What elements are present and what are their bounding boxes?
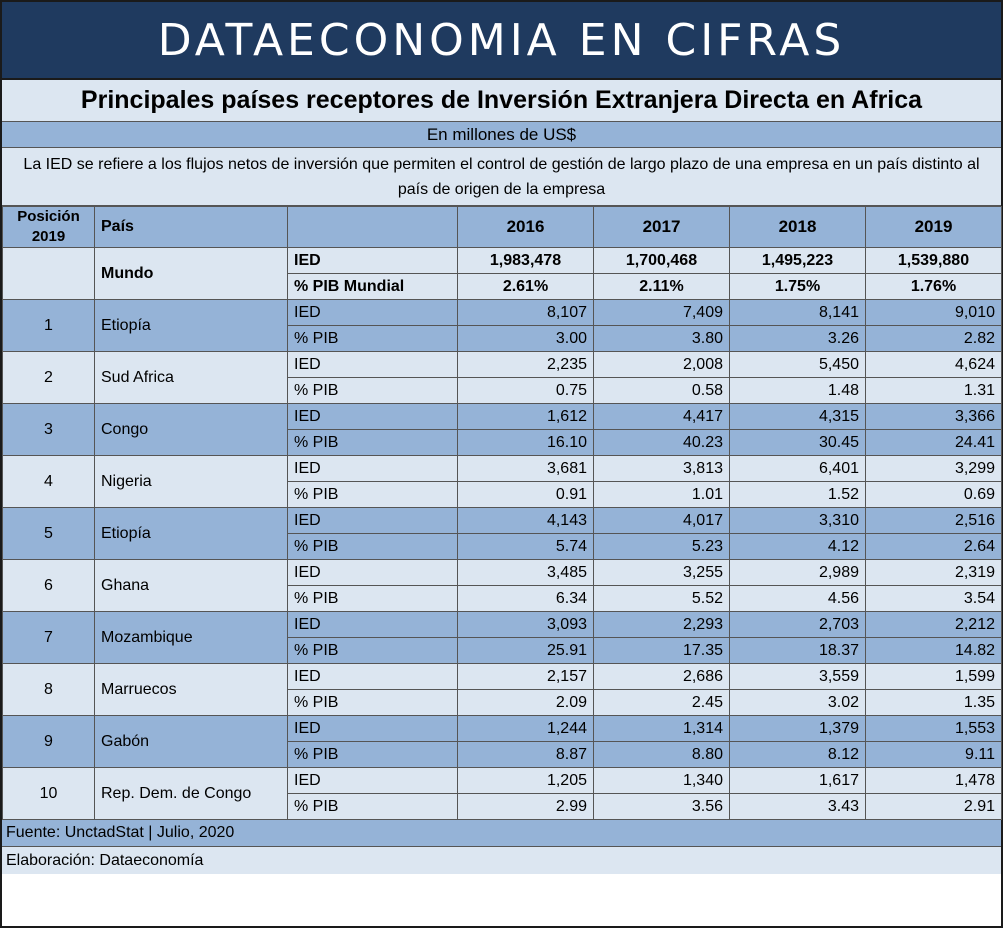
pib-value: 1.52: [730, 482, 866, 508]
pib-value: 2.82: [866, 326, 1002, 352]
metric-label-pib: % PIB: [288, 690, 458, 716]
ied-value: 1,478: [866, 768, 1002, 794]
ied-value: 2,989: [730, 560, 866, 586]
pib-value: 3.54: [866, 586, 1002, 612]
header-row: [3, 207, 1002, 248]
metric-label-pib: % PIB: [288, 742, 458, 768]
pib-value: 0.58: [594, 378, 730, 404]
country-rank: 7: [3, 612, 95, 664]
ied-value: 3,255: [594, 560, 730, 586]
country-name: Mozambique: [95, 612, 288, 664]
metric-label-ied: IED: [288, 456, 458, 482]
header-metric: [288, 207, 458, 248]
ied-value: 2,235: [458, 352, 594, 378]
country-name: Rep. Dem. de Congo: [95, 768, 288, 820]
pib-value: 8.12: [730, 742, 866, 768]
pib-value: 1.31: [866, 378, 1002, 404]
table-title: Principales países receptores de Inversión Extranjera Directa en Africa: [2, 80, 1001, 122]
pib-value: 17.35: [594, 638, 730, 664]
ied-value: 3,310: [730, 508, 866, 534]
world-value: 1.75%: [730, 274, 866, 300]
pib-value: 0.75: [458, 378, 594, 404]
ied-value: 7,409: [594, 300, 730, 326]
ied-value: 4,417: [594, 404, 730, 430]
metric-label-pib: % PIB: [288, 430, 458, 456]
pib-value: 9.11: [866, 742, 1002, 768]
world-metric-label: IED: [288, 248, 458, 274]
source-note: Fuente: UnctadStat | Julio, 2020: [2, 820, 1001, 847]
country-ied-row: [3, 352, 1002, 378]
metric-label-ied: IED: [288, 508, 458, 534]
ied-value: 4,017: [594, 508, 730, 534]
ied-value: 2,516: [866, 508, 1002, 534]
pib-value: 5.23: [594, 534, 730, 560]
world-value: 1,700,468: [594, 248, 730, 274]
world-rank-cell: [3, 248, 95, 300]
country-rank: 3: [3, 404, 95, 456]
ied-value: 1,340: [594, 768, 730, 794]
ied-value: 5,450: [730, 352, 866, 378]
pib-value: 2.91: [866, 794, 1002, 820]
country-name: Marruecos: [95, 664, 288, 716]
pib-value: 1.35: [866, 690, 1002, 716]
pib-value: 1.01: [594, 482, 730, 508]
pib-value: 2.64: [866, 534, 1002, 560]
world-value: 2.61%: [458, 274, 594, 300]
pib-value: 16.10: [458, 430, 594, 456]
pib-value: 3.43: [730, 794, 866, 820]
metric-label-ied: IED: [288, 664, 458, 690]
header-year: 2017: [594, 207, 730, 248]
world-value: 1.76%: [866, 274, 1002, 300]
pib-value: 0.91: [458, 482, 594, 508]
ied-value: 1,379: [730, 716, 866, 742]
pib-value: 4.56: [730, 586, 866, 612]
ied-value: 3,299: [866, 456, 1002, 482]
pib-value: 8.80: [594, 742, 730, 768]
world-value: 1,539,880: [866, 248, 1002, 274]
metric-label-pib: % PIB: [288, 794, 458, 820]
header-year: 2018: [730, 207, 866, 248]
unit-label: En millones de US$: [2, 122, 1001, 148]
country-ied-row: [3, 716, 1002, 742]
metric-label-ied: IED: [288, 612, 458, 638]
ied-value: 4,143: [458, 508, 594, 534]
ied-value: 2,212: [866, 612, 1002, 638]
header-position: Posición 2019: [3, 207, 95, 248]
pib-value: 2.45: [594, 690, 730, 716]
country-name: Gabón: [95, 716, 288, 768]
metric-label-ied: IED: [288, 300, 458, 326]
world-value: 2.11%: [594, 274, 730, 300]
ied-value: 3,813: [594, 456, 730, 482]
country-name: Nigeria: [95, 456, 288, 508]
ied-value: 1,314: [594, 716, 730, 742]
pib-value: 5.74: [458, 534, 594, 560]
pib-value: 6.34: [458, 586, 594, 612]
metric-label-ied: IED: [288, 352, 458, 378]
country-ied-row: [3, 300, 1002, 326]
world-value: 1,495,223: [730, 248, 866, 274]
country-ied-row: [3, 768, 1002, 794]
pib-value: 24.41: [866, 430, 1002, 456]
ied-value: 1,617: [730, 768, 866, 794]
pib-value: 0.69: [866, 482, 1002, 508]
ied-value: 8,141: [730, 300, 866, 326]
country-name: Sud Africa: [95, 352, 288, 404]
ied-value: 4,315: [730, 404, 866, 430]
country-rank: 10: [3, 768, 95, 820]
ied-value: 2,008: [594, 352, 730, 378]
ied-value: 2,293: [594, 612, 730, 638]
world-name: Mundo: [95, 248, 288, 300]
pib-value: 2.09: [458, 690, 594, 716]
ied-value: 2,157: [458, 664, 594, 690]
country-name: Ghana: [95, 560, 288, 612]
header-year: 2019: [866, 207, 1002, 248]
world-ied-row: [3, 248, 1002, 274]
ied-value: 6,401: [730, 456, 866, 482]
pib-value: 30.45: [730, 430, 866, 456]
country-ied-row: [3, 560, 1002, 586]
metric-label-pib: % PIB: [288, 326, 458, 352]
metric-label-ied: IED: [288, 768, 458, 794]
country-rank: 2: [3, 352, 95, 404]
header-country: País: [95, 207, 288, 248]
world-metric-label: % PIB Mundial: [288, 274, 458, 300]
metric-label-ied: IED: [288, 560, 458, 586]
metric-label-pib: % PIB: [288, 586, 458, 612]
metric-label-pib: % PIB: [288, 638, 458, 664]
ied-value: 1,244: [458, 716, 594, 742]
country-rank: 9: [3, 716, 95, 768]
fdi-table: [2, 206, 1002, 820]
country-rank: 1: [3, 300, 95, 352]
pib-value: 3.00: [458, 326, 594, 352]
country-rank: 4: [3, 456, 95, 508]
country-rank: 6: [3, 560, 95, 612]
pib-value: 25.91: [458, 638, 594, 664]
country-ied-row: [3, 456, 1002, 482]
world-value: 1,983,478: [458, 248, 594, 274]
ied-value: 4,624: [866, 352, 1002, 378]
definition-note: La IED se refiere a los flujos netos de inversión que permiten el control de gestión de largo plazo de una empresa en un país distinto al país de origen de la empresa: [2, 148, 1001, 206]
ied-value: 3,093: [458, 612, 594, 638]
ied-value: 2,686: [594, 664, 730, 690]
pib-value: 3.80: [594, 326, 730, 352]
pib-value: 3.26: [730, 326, 866, 352]
ied-value: 1,205: [458, 768, 594, 794]
ied-value: 3,485: [458, 560, 594, 586]
pib-value: 14.82: [866, 638, 1002, 664]
pib-value: 5.52: [594, 586, 730, 612]
pib-value: 2.99: [458, 794, 594, 820]
ied-value: 3,366: [866, 404, 1002, 430]
country-ied-row: [3, 612, 1002, 638]
ied-value: 9,010: [866, 300, 1002, 326]
metric-label-pib: % PIB: [288, 378, 458, 404]
ied-value: 2,319: [866, 560, 1002, 586]
metric-label-pib: % PIB: [288, 534, 458, 560]
country-rank: 8: [3, 664, 95, 716]
country-rank: 5: [3, 508, 95, 560]
country-name: Congo: [95, 404, 288, 456]
country-ied-row: [3, 404, 1002, 430]
pib-value: 40.23: [594, 430, 730, 456]
pib-value: 4.12: [730, 534, 866, 560]
country-name: Etiopía: [95, 508, 288, 560]
credit-note: Elaboración: Dataeconomía: [2, 847, 1001, 874]
country-name: Etiopía: [95, 300, 288, 352]
ied-value: 3,559: [730, 664, 866, 690]
ied-value: 1,553: [866, 716, 1002, 742]
country-ied-row: [3, 508, 1002, 534]
pib-value: 8.87: [458, 742, 594, 768]
banner-title: DATAECONOMIA EN CIFRAS: [2, 2, 1001, 80]
ied-value: 1,599: [866, 664, 1002, 690]
metric-label-pib: % PIB: [288, 482, 458, 508]
pib-value: 3.02: [730, 690, 866, 716]
pib-value: 1.48: [730, 378, 866, 404]
header-year: 2016: [458, 207, 594, 248]
metric-label-ied: IED: [288, 404, 458, 430]
pib-value: 18.37: [730, 638, 866, 664]
ied-value: 1,612: [458, 404, 594, 430]
ied-value: 2,703: [730, 612, 866, 638]
ied-value: 8,107: [458, 300, 594, 326]
country-ied-row: [3, 664, 1002, 690]
ied-value: 3,681: [458, 456, 594, 482]
metric-label-ied: IED: [288, 716, 458, 742]
pib-value: 3.56: [594, 794, 730, 820]
